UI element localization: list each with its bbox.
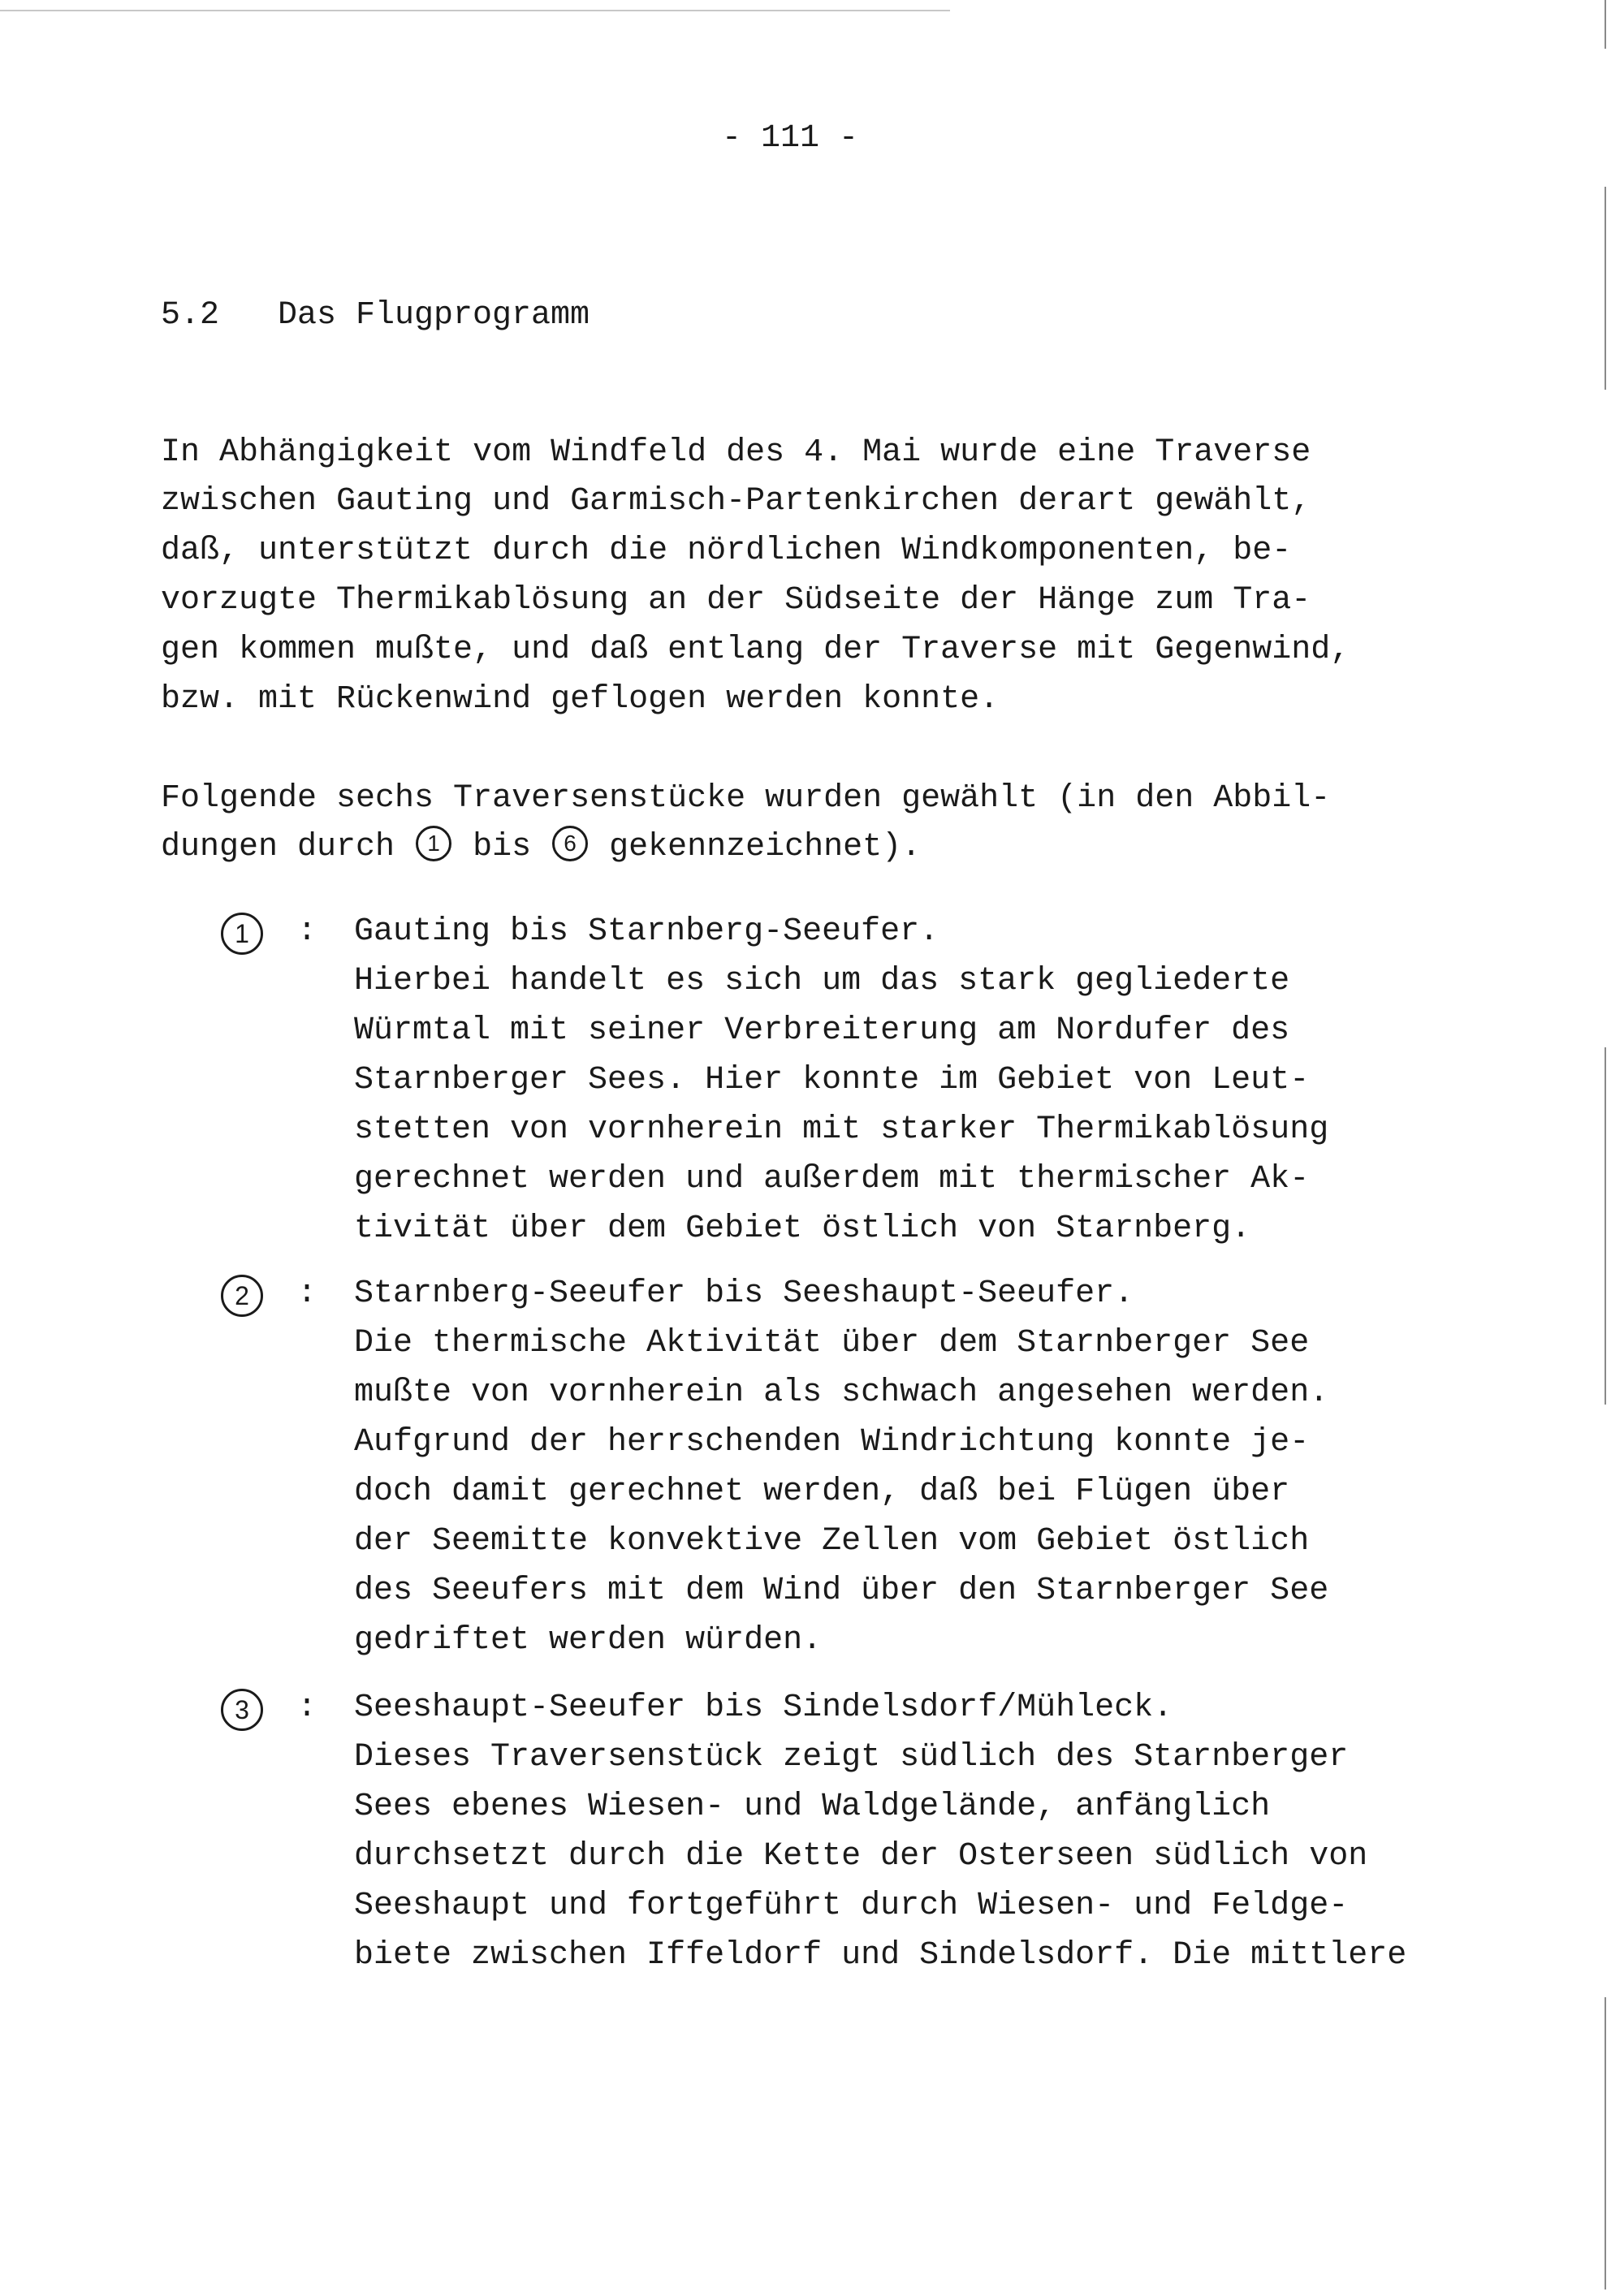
circled-number-marker: 2: [221, 1275, 263, 1317]
scan-edge-line: [1605, 1997, 1606, 2290]
item-line: Aufgrund der herrschenden Windrichtung konnte je-: [354, 1424, 1310, 1461]
item-marker: [221, 913, 263, 955]
item-line: stetten von vornherein mit starker Thermikablösung: [354, 1111, 1329, 1148]
text-span: dungen durch: [161, 829, 415, 865]
paragraph-line-with-markers: [161, 828, 921, 867]
item-line: Sees ebenes Wiesen- und Waldgelände, anfänglich: [354, 1789, 1271, 1825]
item-line: gedriftet werden würden.: [354, 1622, 823, 1659]
item-line: Seeshaupt-Seeufer bis Sindelsdorf/Mühleck.: [354, 1690, 1173, 1726]
item-line: der Seemitte konvektive Zellen vom Gebiet östlich: [354, 1523, 1310, 1560]
item-marker: [221, 1275, 263, 1317]
item-colon: :: [297, 1275, 317, 1312]
item-marker: [221, 1689, 263, 1731]
item-line: mußte von vornherein als schwach angesehen werden.: [354, 1375, 1329, 1411]
item-line: Starnberger Sees. Hier konnte im Gebiet von Leut-: [354, 1062, 1310, 1098]
paragraph-line: gen kommen mußte, und daß entlang der Traverse mit Gegenwind,: [161, 632, 1350, 668]
item-line: Hierbei handelt es sich um das stark gegliederte: [354, 963, 1290, 999]
scan-edge-line: [1605, 187, 1606, 390]
item-line: Gauting bis Starnberg-Seeufer.: [354, 913, 939, 950]
text-span: bis: [453, 829, 551, 865]
item-line: Die thermische Aktivität über dem Starnberger See: [354, 1325, 1310, 1362]
item-line: biete zwischen Iffeldorf und Sindelsdorf. Die mittlere: [354, 1937, 1407, 1974]
section-heading: [161, 297, 590, 334]
item-line: Würmtal mit seiner Verbreiterung am Nordufer des: [354, 1012, 1290, 1049]
item-line: doch damit gerechnet werden, daß bei Flügen über: [354, 1474, 1290, 1510]
item-line: durchsetzt durch die Kette der Osterseen südlich von: [354, 1838, 1368, 1875]
paragraph-line: zwischen Gauting und Garmisch-Partenkirchen derart gewählt,: [161, 483, 1311, 520]
item-line: Starnberg-Seeufer bis Seeshaupt-Seeufer.: [354, 1275, 1134, 1312]
item-colon: :: [297, 1690, 317, 1726]
scan-edge-line: [1605, 0, 1606, 49]
paragraph-line: Folgende sechs Traversenstücke wurden gewählt (in den Abbil-: [161, 780, 1331, 817]
paragraph-line: daß, unterstützt durch die nördlichen Windkomponenten, be-: [161, 533, 1292, 569]
item-line: gerechnet werden und außerdem mit thermischer Ak-: [354, 1161, 1310, 1198]
item-line: tivität über dem Gebiet östlich von Starnberg.: [354, 1211, 1251, 1247]
item-colon: :: [297, 913, 317, 950]
circled-number-marker: 1: [221, 913, 263, 955]
section-number: 5.2: [161, 297, 220, 334]
scan-edge-line: [1605, 1047, 1606, 1405]
item-line: Dieses Traversenstück zeigt südlich des Starnberger: [354, 1739, 1349, 1776]
circled-number-marker: 6: [552, 826, 588, 861]
paragraph-line: bzw. mit Rückenwind geflogen werden konnte.: [161, 681, 1000, 718]
section-title: Das Flugprogramm: [278, 297, 590, 334]
circled-number-marker: 3: [221, 1689, 263, 1731]
circled-number-marker: 1: [416, 826, 451, 861]
item-line: Seeshaupt und fortgeführt durch Wiesen- und Feldge-: [354, 1888, 1349, 1924]
page-number: - 111 -: [721, 120, 859, 157]
item-line: des Seeufers mit dem Wind über den Starnberger See: [354, 1573, 1329, 1609]
paragraph-line: vorzugte Thermikablösung an der Südseite der Hänge zum Tra-: [161, 582, 1311, 619]
text-span: gekennzeichnet).: [590, 829, 922, 865]
paragraph-line: In Abhängigkeit vom Windfeld des 4. Mai wurde eine Traverse: [161, 434, 1311, 471]
scan-edge-mark: [0, 10, 950, 11]
